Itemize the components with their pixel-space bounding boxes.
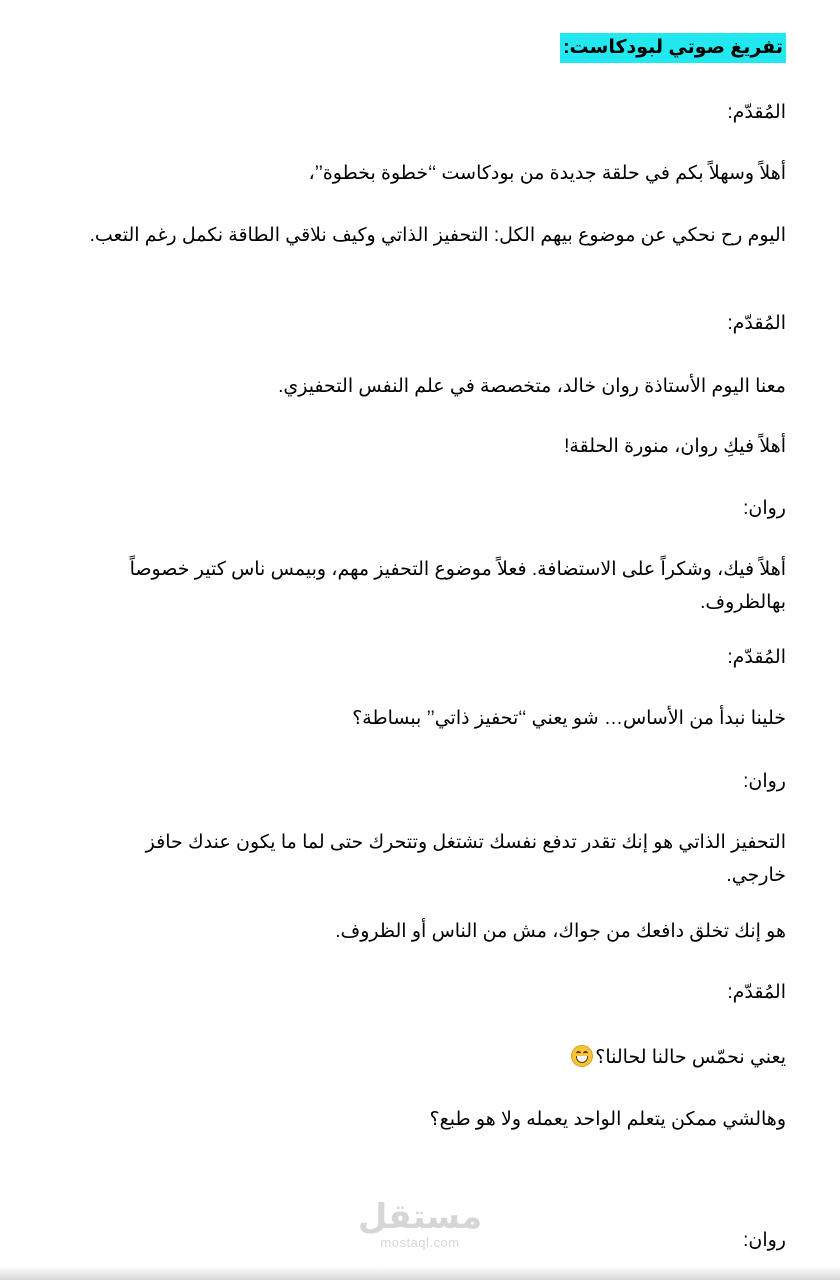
watermark-logo: مستقل (357, 1198, 483, 1236)
speaker-label: المُقدّم: (727, 647, 786, 668)
paragraph: خلينا نبدأ من الأساس… شو يعني ‘‘تحفيز ذاتي’’ ببساطة؟ (352, 708, 786, 729)
paragraph: وهالشي ممكن يتعلم الواحد يعمله ولا هو طبع؟ (429, 1109, 786, 1130)
paragraph: أهلاً وسهلاً بكم في حلقة جديدة من بودكاست ‘‘خطوة بخطوة’’، (308, 163, 786, 184)
paragraph: اليوم رح نحكي عن موضوع بيهم الكل: التحفيز الذاتي وكيف نلاقي الطاقة نكمل رغم التعب. (89, 225, 786, 246)
paragraph: معنا اليوم الأستاذة روان خالد، متخصصة في علم النفس التحفيزي. (278, 376, 786, 397)
speaker-label: المُقدّم: (727, 102, 786, 123)
grinning-face-icon (571, 1045, 593, 1067)
paragraph-text: يعني نحمّس حالنا لحالنا؟ (595, 1047, 786, 1068)
speaker-label: روان: (743, 1230, 786, 1251)
paragraph: أهلاً فيكِ روان، منورة الحلقة! (564, 436, 786, 457)
paragraph: أهلاً فيك، وشكراً على الاستضافة. فعلاً موضوع التحفيز مهم، وبيمس ناس كتير خصوصاً بهالظروف. (129, 559, 786, 613)
speaker-label: روان: (743, 498, 786, 519)
speaker-label: روان: (743, 771, 786, 792)
page-bottom-edge (0, 1266, 840, 1280)
watermark-url: mostaql.com (380, 1235, 460, 1250)
paragraph: هو إنك تخلق دافعك من جواك، مش من الناس أو الظروف. (335, 921, 786, 942)
paragraph (571, 1041, 786, 1074)
speaker-label: المُقدّم: (727, 313, 786, 334)
watermark (0, 1198, 840, 1250)
paragraph: التحفيز الذاتي هو إنك تقدر تدفع نفسك تشتغل وتتحرك حتى لما ما يكون عندك حافز خارجي. (145, 832, 786, 886)
document-title: تفريغ صوتي لبودكاست: (560, 33, 786, 63)
speaker-label: المُقدّم: (727, 982, 786, 1003)
